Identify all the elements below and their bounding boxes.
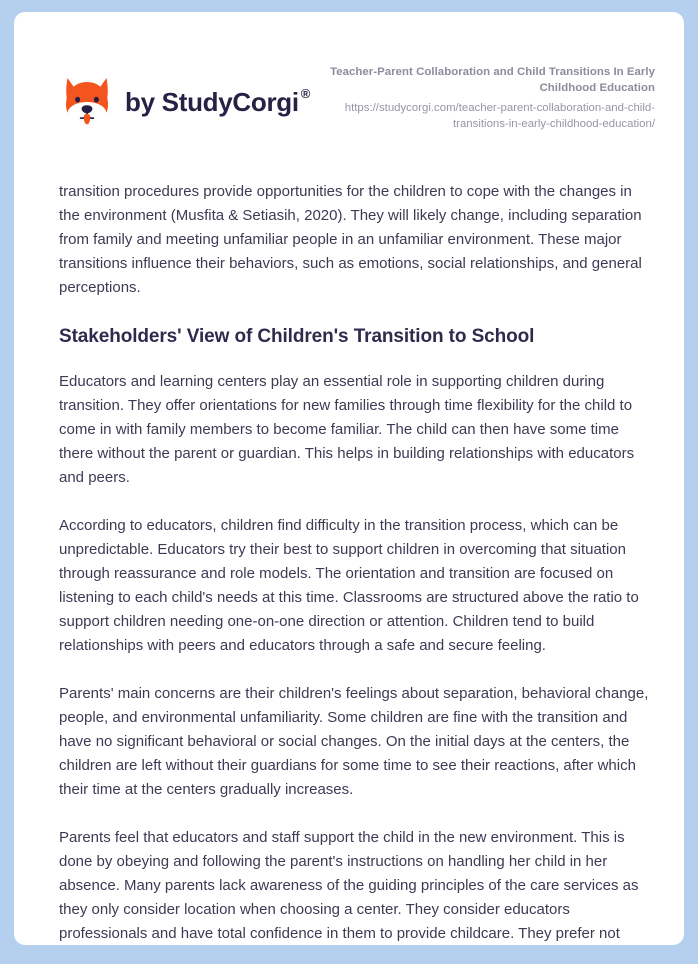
paragraph: According to educators, children find difficulty in the transition process, which can be unpredictable. Educators try their best to support children in overcoming that situation through reassurance and role models. The orientation and transition are focused on listening to each child's needs at this time. Classrooms are structured above the ratio to support children needing one-on-one direction or attention. Children tend to build relationships with peers and educators through a safe and secure feeling. xyxy=(59,517,639,654)
document-header xyxy=(14,12,684,154)
corgi-head-icon xyxy=(60,74,114,128)
paragraph: Parents' main concerns are their children's feelings about separation, behavioral change, people, and environmental unfamiliarity. Some children are fine with the transition and have no significant behavioral or social changes. On the initial days at the centers, the children are left without their guardians for some time to see their reactions, after which their time at the centers gradually increases. xyxy=(59,685,649,798)
document-title: Teacher-Parent Collaboration and Child Transitions In Early Childhood Education xyxy=(330,66,655,94)
section-heading: Stakeholders' View of Children's Transition to School xyxy=(59,326,535,347)
document-body xyxy=(59,180,655,945)
document-source-url[interactable]: https://studycorgi.com/teacher-parent-collaboration-and-child-transitions-in-early-childhood-education/ xyxy=(344,102,655,130)
paragraph: Educators and learning centers play an essential role in supporting children during transition. They offer orientations for new families through time flexibility for the child to come in with family members to become familiar. The child can then have some time there without the parent or guardian. This helps in building relationships with educators and peers. xyxy=(59,373,635,486)
registered-trademark-icon: ® xyxy=(300,86,311,102)
document-page xyxy=(14,12,684,945)
paragraph: Parents feel that educators and staff support the child in the new environment. This is done by obeying and following the parent's instructions on handling her child in her absence. Many parents lack awareness of the guiding principles of the care services as they only consider location when choosing a center. They consider educators professionals and have total confidence in them to provide childcare. They prefer not xyxy=(59,829,639,942)
header-meta xyxy=(325,64,655,132)
brand-wordmark xyxy=(125,86,311,117)
brand-name-text: by StudyCorgi xyxy=(125,87,299,117)
brand-logo[interactable] xyxy=(60,74,310,128)
paragraph: transition procedures provide opportunities for the children to cope with the changes in the environment (Musfita & Setiasih, 2020). They will likely change, including separation from family and meeting unfamiliar people in an unfamiliar environment. These major transitions influence their behaviors, such as emotions, social relationships, and general perceptions. xyxy=(59,183,642,296)
